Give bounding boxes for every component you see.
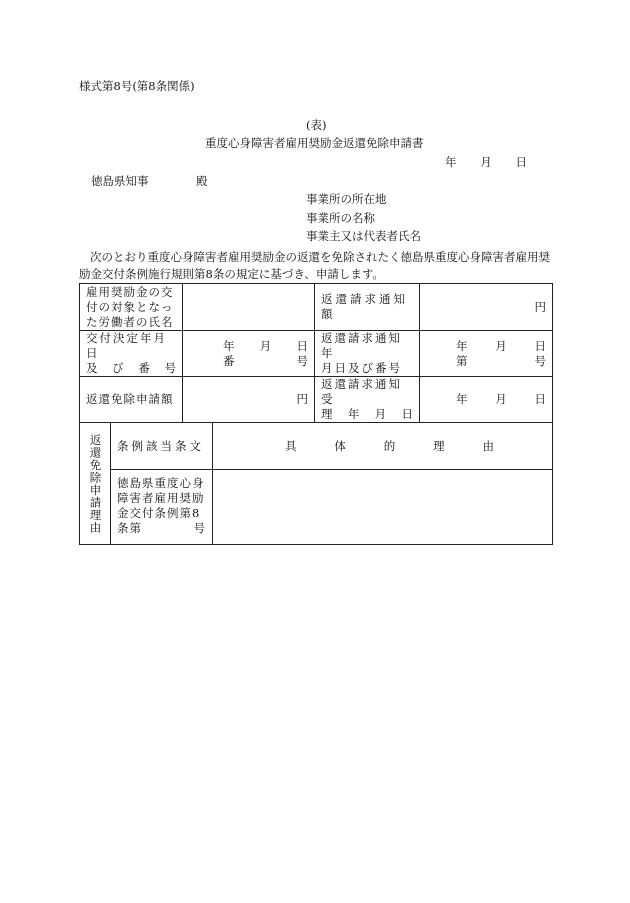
date-year: 年 bbox=[445, 155, 457, 169]
ordinance-text: 徳島県重度心身障害者雇用奨励金交付条例第8 bbox=[117, 476, 205, 520]
notice-date-line: 年 月 日 bbox=[456, 338, 546, 353]
decision-label-line2: 及 び 番 号 bbox=[86, 361, 176, 375]
honorific: 殿 bbox=[196, 174, 208, 188]
exemption-amount-label: 返還免除申請額 bbox=[86, 392, 174, 406]
worker-name-label: 雇用奨励金の交付の対象となった労働者の氏名 bbox=[86, 284, 174, 329]
date-month: 月 bbox=[480, 155, 492, 169]
ordinance-article-label-cell bbox=[111, 423, 213, 470]
worker-name-value[interactable] bbox=[183, 284, 315, 331]
yen-unit: 円 bbox=[296, 392, 308, 406]
refund-notice-amount-label-cell bbox=[315, 284, 420, 331]
applicant-name-label: 事業所の名称 bbox=[306, 211, 375, 225]
refund-notice-amount-value[interactable] bbox=[420, 284, 553, 331]
reason-vertical-cell bbox=[80, 423, 111, 545]
notice-received-value-cell[interactable] bbox=[420, 377, 553, 423]
notice-date-label-line1: 返還請求通知年 bbox=[321, 331, 402, 360]
applicant-rep-label: 事業主又は代表者氏名 bbox=[306, 229, 421, 243]
ordinance-text-cell bbox=[111, 470, 213, 545]
application-table bbox=[79, 283, 553, 545]
decision-date-line: 年 月 日 bbox=[223, 338, 308, 353]
decision-label-cell bbox=[80, 331, 183, 377]
applicant-address-label: 事業所の所在地 bbox=[306, 192, 387, 206]
form-number: 様式第8号(第8条関係) bbox=[79, 79, 195, 93]
specific-reason-value[interactable] bbox=[213, 470, 553, 545]
side-label: (表) bbox=[306, 118, 327, 132]
decision-label-line1: 交付決定年月日 bbox=[86, 331, 167, 360]
decision-number-line: 番 号 bbox=[223, 353, 308, 368]
exemption-amount-value[interactable] bbox=[183, 377, 315, 423]
notice-received-date-line: 年 月 日 bbox=[456, 392, 546, 406]
refund-notice-amount-label: 返還請求通知額 bbox=[321, 292, 408, 321]
specific-reason-header-cell bbox=[213, 423, 553, 470]
decision-value-cell[interactable] bbox=[183, 331, 315, 377]
notice-date-label-line2: 月日及び番号 bbox=[321, 361, 402, 375]
body-text: 次のとおり重度心身障害者雇用奨励金の返還を免除されたく徳島県重度心身障害者雇用奨励金交付条例施行規則第8条の規定に基づき、申請します。 bbox=[79, 250, 550, 281]
specific-reason-label: 具 体 的 理 由 bbox=[285, 438, 494, 453]
reason-vertical-label: 返還免除申請理由 bbox=[88, 433, 103, 534]
notice-number-line: 第 号 bbox=[456, 353, 546, 368]
notice-received-label-line2: 理 年 月 日 bbox=[321, 407, 413, 421]
notice-received-label-line1: 返還請求通知受 bbox=[321, 377, 402, 406]
date-day: 日 bbox=[515, 155, 527, 169]
ordinance-article-line: 条第 号 bbox=[117, 521, 206, 535]
addressee: 徳島県知事 bbox=[91, 174, 149, 188]
notice-received-label-cell bbox=[315, 377, 420, 423]
document-title: 重度心身障害者雇用奨励金返還免除申請書 bbox=[205, 136, 424, 150]
worker-name-label-cell bbox=[80, 284, 183, 331]
notice-date-label-cell bbox=[315, 331, 420, 377]
exemption-amount-label-cell bbox=[80, 377, 183, 423]
ordinance-article-label: 条例該当条文 bbox=[117, 438, 204, 453]
notice-date-value-cell[interactable] bbox=[420, 331, 553, 377]
yen-unit: 円 bbox=[534, 299, 546, 314]
date-line bbox=[445, 156, 527, 170]
